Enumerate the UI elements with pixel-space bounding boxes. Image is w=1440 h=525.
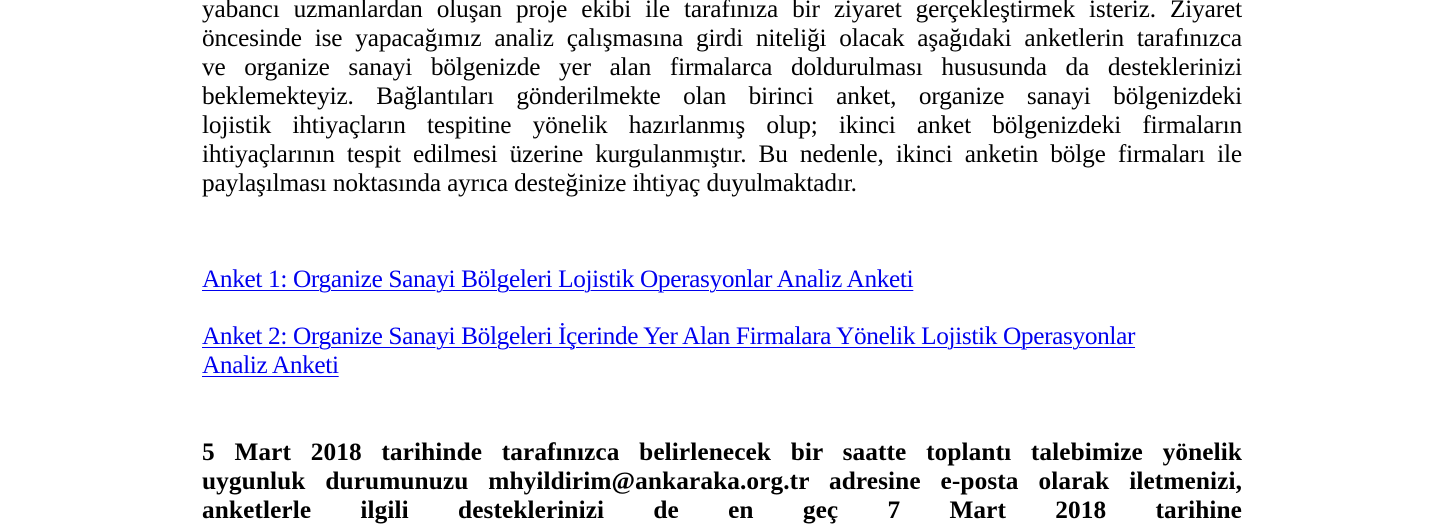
meeting-request-paragraph [202,438,1242,525]
survey-links [202,265,1242,380]
survey-2-link-text: Anket 2: Organize Sanayi Bölgeleri İçerinde Yer Alan Firmalara Yönelik Lojistik Operasyonlar [202,322,1136,350]
intro-paragraph [202,0,1242,198]
survey-1-link[interactable] [202,265,1242,294]
intro-line: lojistik ihtiyaçların tespitine yönelik hazırlanmış olup; ikinci anket bölgenizdeki firmaların [202,111,1242,139]
intro-line: yabancı uzmanlardan oluşan proje ekibi ile tarafınıza bir ziyaret gerçekleştirmek isteriz. Ziyaret [202,0,1242,23]
survey-2-link[interactable] [202,322,1242,380]
meeting-request-line: uygunluk durumunuzu mhyildirim@ankaraka.org.tr adresine e-posta olarak iletmenizi, [202,467,1242,495]
meeting-request-line: 5 Mart 2018 tarihinde tarafınızca belirlenecek bir saatte toplantı talebimize yönelik [202,438,1242,466]
intro-line: öncesinde ise yapacağımız analiz çalışmasına girdi niteliği olacak aşağıdaki anketlerin tarafınızca [202,24,1242,52]
survey-1-link-text: Anket 1: Organize Sanayi Bölgeleri Lojistik Operasyonlar Analiz Anketi [202,265,914,293]
survey-2-link-text: Analiz Anketi [202,351,339,379]
document-page [202,0,1242,525]
intro-line: ve organize sanayi bölgenizde yer alan firmalarca doldurulması hususunda da desteklerinizi [202,53,1242,81]
meeting-request-line: anketlerle ilgili desteklerinizi de en geç 7 Mart 2018 tarihine [202,496,1242,524]
intro-line: beklemekteyiz. Bağlantıları gönderilmekte olan birinci anket, organize sanayi bölgenizdeki [202,82,1242,110]
intro-line: paylaşılması noktasında ayrıca desteğinize ihtiyaç duyulmaktadır. [202,169,857,197]
intro-line: ihtiyaçlarının tespit edilmesi üzerine kurgulanmıştır. Bu nedenle, ikinci anketin bölge firmaları ile [202,140,1242,168]
